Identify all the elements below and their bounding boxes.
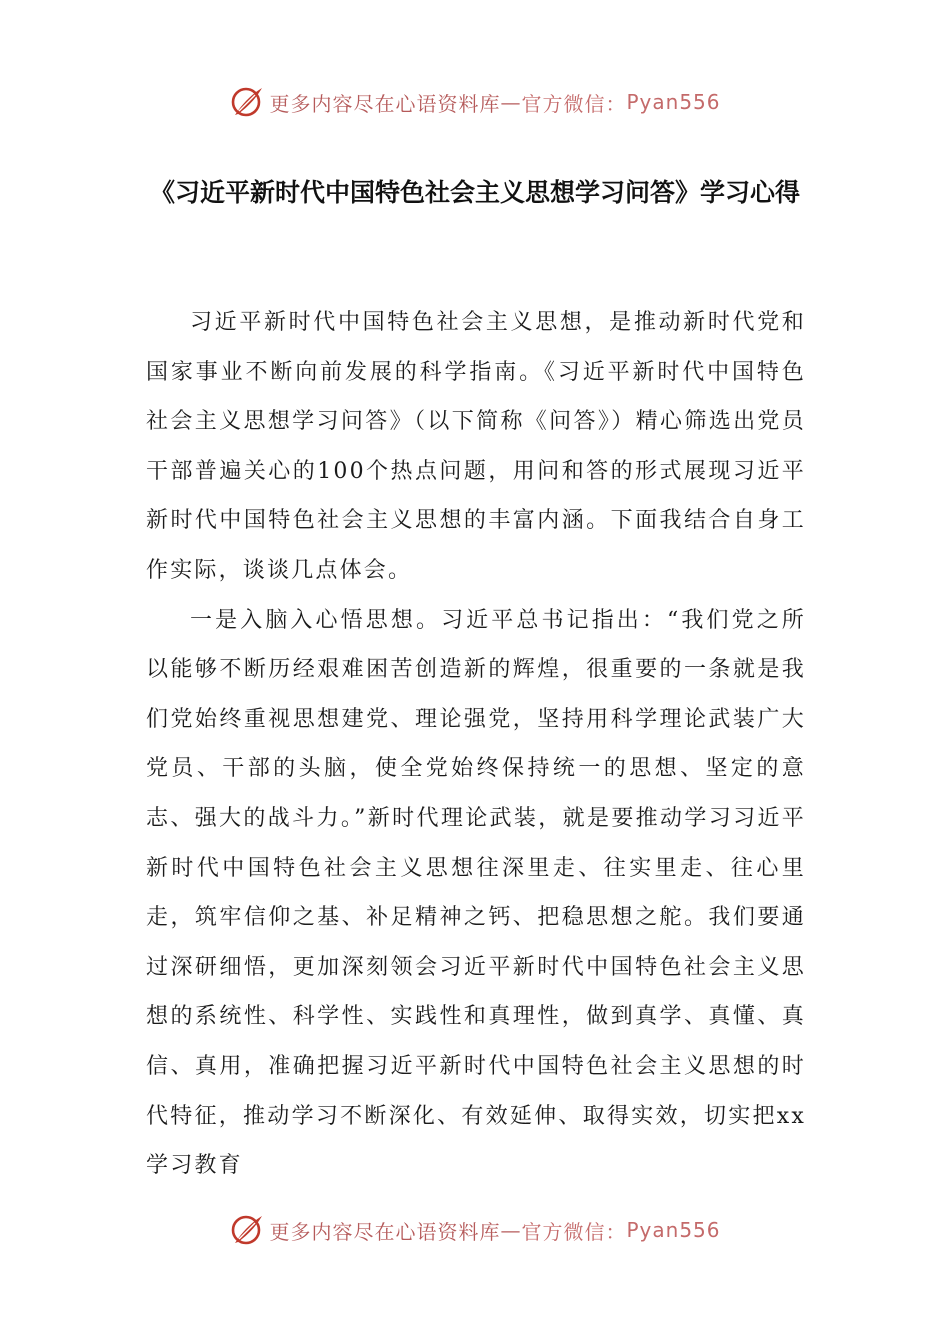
banner-text: 更多内容尽在心语资料库 [269, 91, 501, 116]
body-paragraph: 一是入脑入心悟思想。习近平总书记指出：“我们党之所以能够不断历经艰难困苦创造新的辉煌，很重要的一条就是我们党始终重视思想建党、理论强党，坚持用科学理论武装广大党员、干部的头脑，使全党始终保持统一的思想、坚定的意志、强大的战斗力。”新时代理论武装，就是要推动学习习近平新时代中国特色社会主义思想往深里走、往实里走、往心里走，筑牢信仰之基、补足精神之钙、把稳思想之舵。我们要通过深研细悟，更加深刻领会习近平新时代中国特色社会主义思想的系统性、科学性、实践性和真理性，做到真学、真懂、真信、真用，准确把握习近平新时代中国特色社会主义思想的时代特征，推动学习不断深化、有效延伸、取得实效，切实把xx学习教育 [146, 607, 806, 1179]
body-paragraph: 习近平新时代中国特色社会主义思想，是推动新时代党和国家事业不断向前发展的科学指南。《习近平新时代中国特色社会主义思想学习问答》（以下简称《问答》）精心筛选出党员干部普遍关心的100个热点问题，用问和答的形式展现习近平新时代中国特色社会主义思想的丰富内涵。下面我结合自身工作实际，谈谈几点体会。 [146, 310, 806, 583]
document-title: 《习近平新时代中国特色社会主义思想学习问答》学习心得 [149, 178, 800, 207]
footer-watermark-banner [0, 1210, 950, 1250]
banner-contact-label: 官方微信： [521, 91, 627, 116]
quill-logo-icon [229, 1212, 265, 1248]
banner-separator: — [500, 1218, 522, 1242]
quill-logo-icon [229, 84, 265, 120]
document-body [146, 298, 806, 1191]
banner-text: 更多内容尽在心语资料库 [269, 1219, 501, 1244]
header-watermark-banner [0, 82, 950, 122]
banner-contact-id: Pyan556 [626, 1218, 721, 1242]
banner-contact-id: Pyan556 [626, 90, 721, 114]
banner-separator: — [500, 90, 522, 114]
banner-contact-label: 官方微信： [521, 1219, 627, 1244]
